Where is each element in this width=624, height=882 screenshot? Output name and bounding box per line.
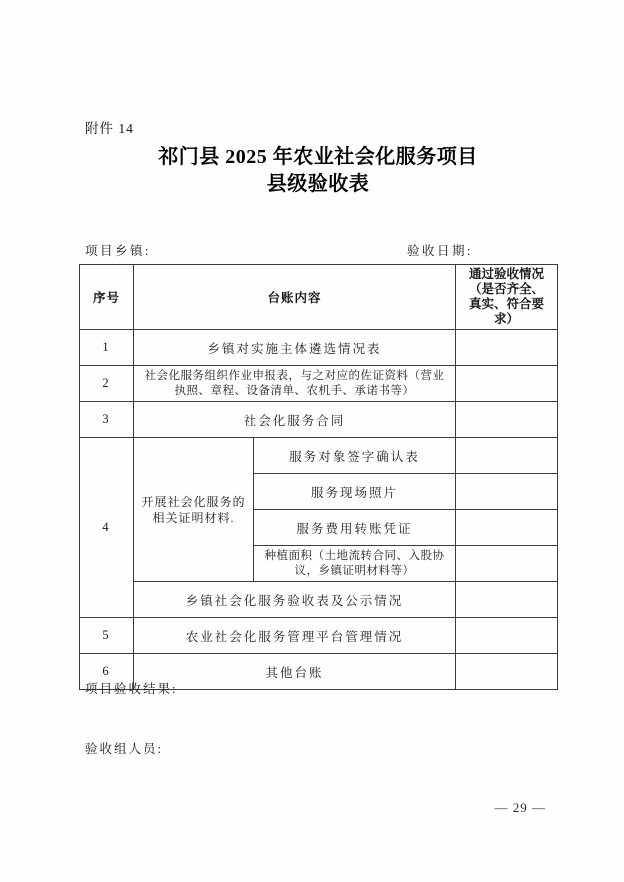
row-no-cell: 1 [80, 330, 134, 366]
status-cell [456, 366, 558, 402]
header-content: 台账内容 [134, 265, 456, 330]
sub-item-cell: 服务费用转账凭证 [254, 510, 456, 546]
title-line-1: 祁门县 2025 年农业社会化服务项目 [158, 146, 478, 168]
row-no-cell: 6 [80, 654, 134, 690]
status-cell [456, 474, 558, 510]
content-cell: 社会化服务组织作业申报表，与之对应的佐证资料（营业执照、章程、设备清单、农机手、承诺书等） [134, 366, 456, 402]
acceptance-table [79, 264, 558, 690]
status-cell [456, 438, 558, 474]
acceptance-date-label: 验收日期: [407, 244, 473, 258]
status-cell [456, 618, 558, 654]
sub-item-cell: 服务对象签字确认表 [254, 438, 456, 474]
content-cell: 乡镇社会化服务验收表及公示情况 [134, 582, 456, 618]
content-cell: 农业社会化服务管理平台管理情况 [134, 618, 456, 654]
table-row-3 [80, 402, 558, 438]
acceptance-team-label: 验收组人员: [85, 742, 163, 756]
status-cell [456, 654, 558, 690]
document-title [79, 144, 557, 198]
header-status: 通过验收情况（是否齐全、真实、符合要求） [456, 265, 558, 330]
status-cell [456, 546, 558, 582]
status-cell [456, 510, 558, 546]
table-row-4-footer [80, 582, 558, 618]
table-header-row [80, 265, 558, 330]
status-cell [456, 582, 558, 618]
sub-item-cell: 服务现场照片 [254, 474, 456, 510]
sub-item-cell: 种植面积（土地流转合同、入股协议，乡镇证明材料等） [254, 546, 456, 582]
header-no: 序号 [80, 265, 134, 330]
page-number: — 29 — [494, 800, 546, 815]
content-cell: 乡镇对实施主体遴选情况表 [134, 330, 456, 366]
table-row-5 [80, 618, 558, 654]
status-cell [456, 402, 558, 438]
project-result-label: 项目验收结果: [85, 682, 178, 696]
content-cell: 其他台账 [134, 654, 456, 690]
row-no-cell: 5 [80, 618, 134, 654]
title-line-2: 县级验收表 [266, 173, 370, 195]
row-no-cell: 3 [80, 402, 134, 438]
table-row-4-sub-1 [80, 438, 558, 474]
group-label-cell: 开展社会化服务的相关证明材料. [134, 438, 254, 582]
row-no-cell: 2 [80, 366, 134, 402]
row-no-cell: 4 [80, 438, 134, 618]
table-row-2 [80, 366, 558, 402]
table-row-1 [80, 330, 558, 366]
status-cell [456, 330, 558, 366]
attachment-label: 附件 14 [85, 121, 134, 136]
project-township-label: 项目乡镇: [85, 244, 151, 258]
content-cell: 社会化服务合同 [134, 402, 456, 438]
